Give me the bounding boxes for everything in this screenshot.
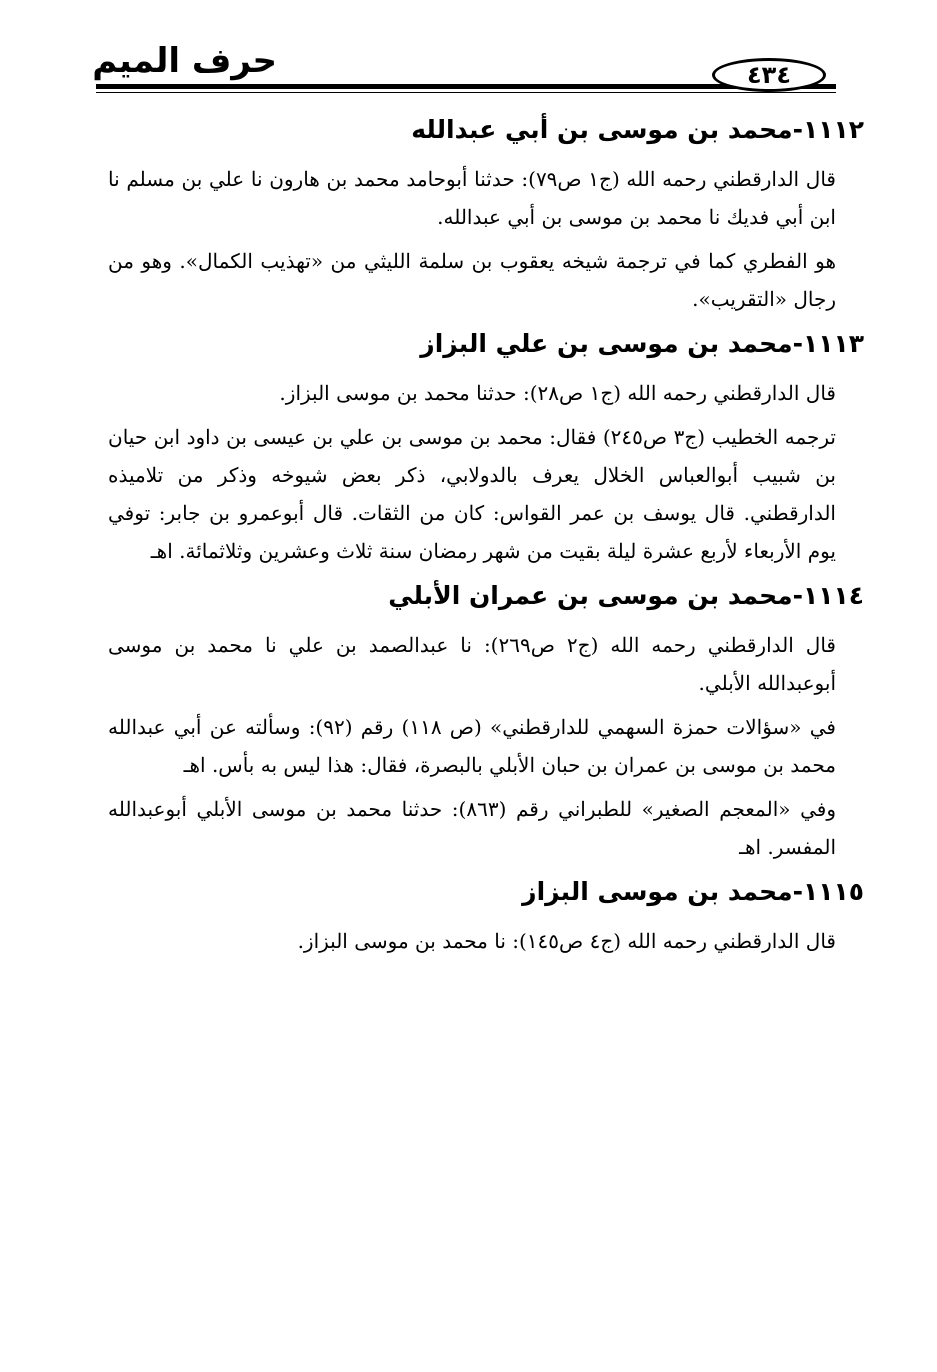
entry-1113: [108, 324, 864, 570]
entry-paragraph: قال الدارقطني رحمه الله (ج١ ص٧٩): حدثنا أبوحامد محمد بن هارون نا علي بن مسلم نا ابن أبي فديك نا محمد بن موسى بن أبي عبدالله.: [108, 167, 836, 229]
entry-paragraph: قال الدارقطني رحمه الله (ج٢ ص٢٦٩): نا عبدالصمد بن علي نا محمد بن موسى أبوعبدالله الأبلي.: [108, 633, 836, 695]
entry-paragraph: وفي «المعجم الصغير» للطبراني رقم (٨٦٣): حدثنا محمد بن موسى الأبلي أبوعبدالله المفسر. اهـ: [108, 797, 836, 859]
entry-heading: ١١١٤-محمد بن موسى بن عمران الأبلي: [388, 581, 864, 610]
page-number: ٤٣٤: [712, 58, 826, 92]
page-body: [108, 104, 864, 966]
entry-paragraph: في «سؤالات حمزة السهمي للدارقطني» (ص ١١٨) رقم (٩٢): وسألته عن أبي عبدالله محمد بن موسى بن عمران بن حبان الأبلي بالبصرة، فقال: هذا ليس به بأس. اهـ: [108, 715, 836, 777]
chapter-title: حرف الميم: [92, 41, 277, 81]
header-rule-thin: [96, 92, 836, 93]
entry-1114: [108, 576, 864, 866]
entry-1115: [108, 872, 864, 960]
entry-heading: ١١١٥-محمد بن موسى البزاز: [522, 877, 864, 906]
entry-paragraph: قال الدارقطني رحمه الله (ج١ ص٢٨): حدثنا محمد بن موسى البزاز.: [279, 381, 836, 405]
entry-paragraph: قال الدارقطني رحمه الله (ج٤ ص١٤٥): نا محمد بن موسى البزاز.: [297, 929, 836, 953]
entry-1112: [108, 110, 864, 318]
entry-heading: ١١١٢-محمد بن موسى بن أبي عبدالله: [411, 115, 864, 144]
entry-paragraph: هو الفطري كما في ترجمة شيخه يعقوب بن سلمة الليثي من «تهذيب الكمال». وهو من رجال «التقريب».: [108, 249, 836, 311]
entry-paragraph: ترجمه الخطيب (ج٣ ص٢٤٥) فقال: محمد بن موسى بن علي بن عيسى بن داود ابن حيان بن شبيب أبوالعباس الخلال يعرف بالدولابي، ذكر بعض شيوخه وذكر من تلاميذه الدارقطني. قال يوسف بن عمر القواس: كان من الثقات. قال أبوعمرو بن جابر: توفي يوم الأربعاء لأربع عشرة ليلة بقيت من شهر رمضان سنة ثلاث وعشرين وثلاثمائة. اهـ: [108, 425, 836, 563]
entry-heading: ١١١٣-محمد بن موسى بن علي البزاز: [420, 329, 864, 358]
